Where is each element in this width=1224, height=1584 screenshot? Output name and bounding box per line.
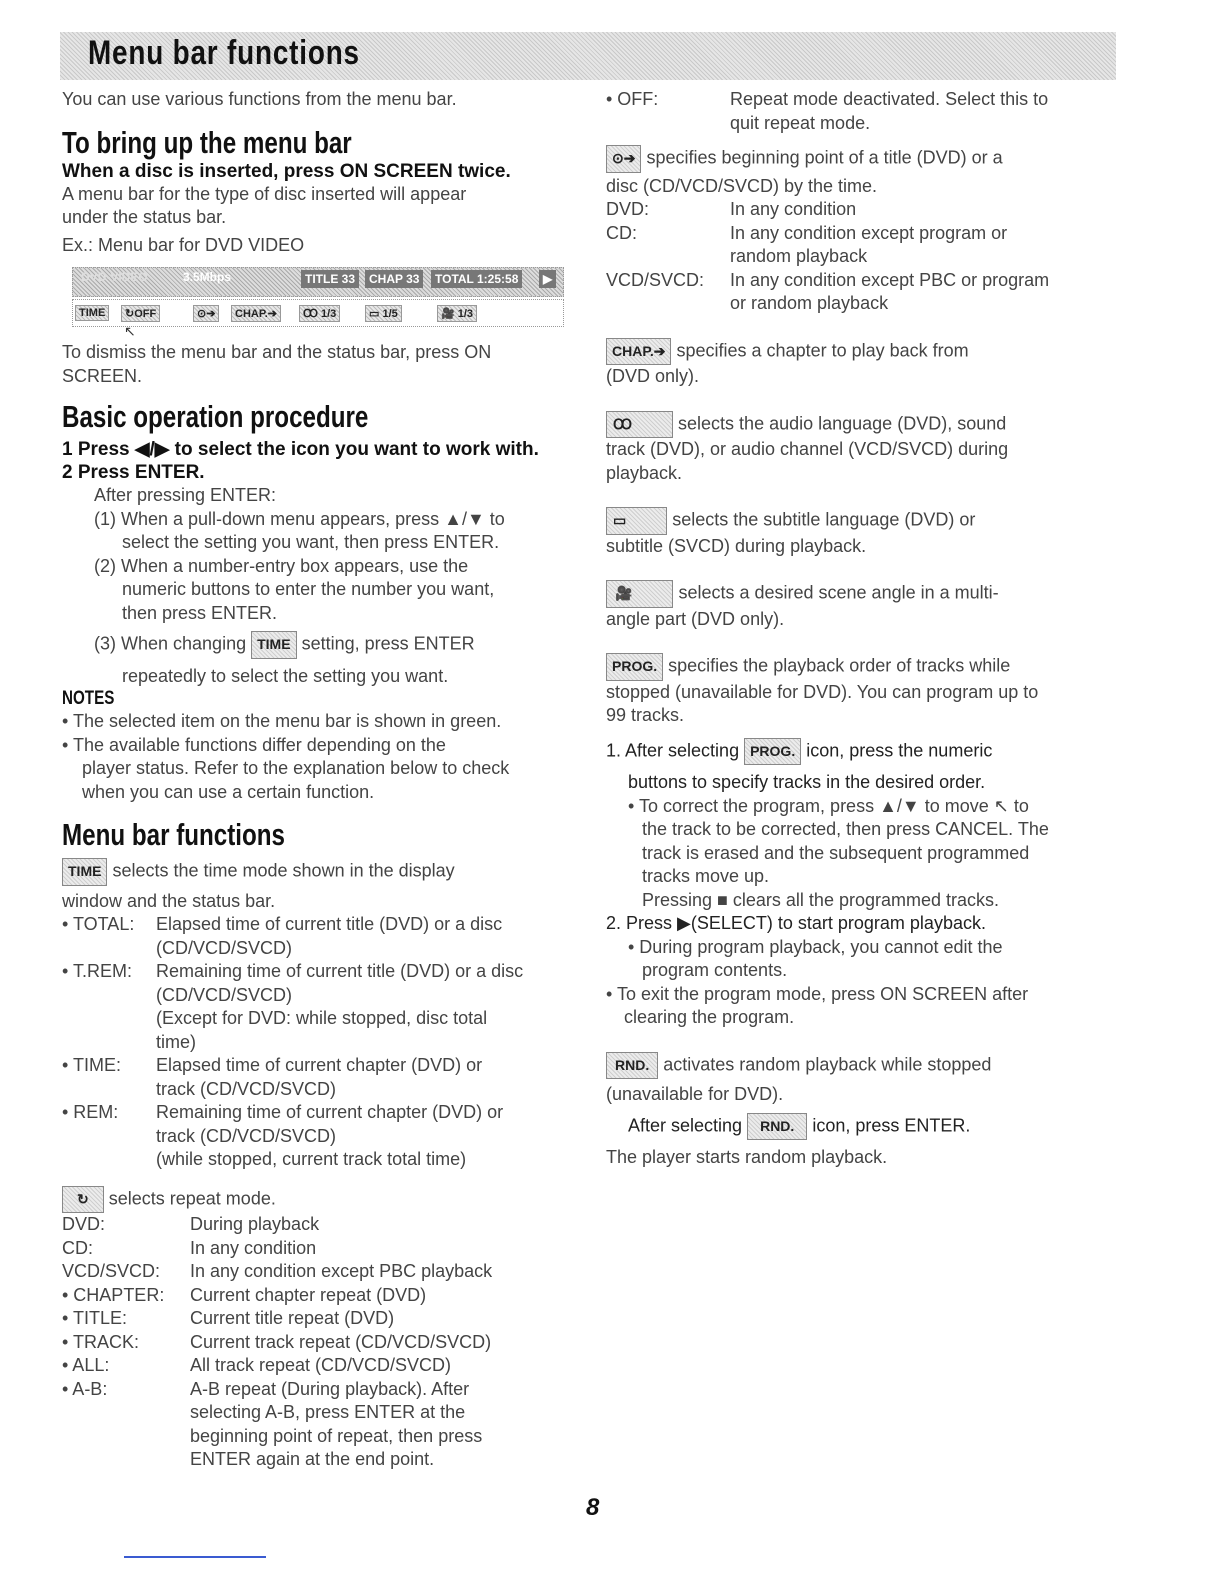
audio-desc-3: playback. bbox=[606, 462, 683, 483]
repeat-item bbox=[62, 1237, 584, 1261]
when-disc-text: When a disc is inserted, press ON SCREEN twice. bbox=[62, 160, 511, 182]
repeat-item-line: beginning point of repeat, then press bbox=[190, 1425, 483, 1446]
prog-step-2: 2. Press ▶(SELECT) to start program playback. bbox=[606, 913, 986, 933]
audio-line bbox=[606, 411, 1116, 439]
repeat-item bbox=[62, 1331, 584, 1355]
angle-desc-2: angle part (DVD only). bbox=[606, 608, 785, 629]
repeat-item-label: VCD/SVCD: bbox=[62, 1261, 161, 1281]
heading-menu-bar-functions: Menu bar functions bbox=[62, 817, 285, 852]
page-banner bbox=[60, 32, 1116, 80]
off-line-1: Repeat mode deactivated. Select this to bbox=[730, 89, 1049, 109]
prog-exit-1: • To exit the program mode, press ON SCREEN after bbox=[606, 983, 1029, 1004]
menu-appear-1: A menu bar for the type of disc inserted will appear bbox=[62, 183, 467, 204]
program-desc-3: 99 tracks. bbox=[606, 705, 685, 725]
time-item-line: time) bbox=[156, 1031, 196, 1052]
substep-2b: numeric buttons to enter the number you want, bbox=[122, 579, 495, 599]
chapter-icon: CHAP.➔ bbox=[606, 338, 671, 366]
repeat-item bbox=[62, 1260, 584, 1284]
status-disc-type: DVD-VIDEO bbox=[81, 270, 148, 284]
left-column bbox=[62, 88, 584, 1472]
time-item-line: Remaining time of current title (DVD) or a disc bbox=[156, 961, 524, 981]
time-search-desc-1: specifies beginning point of a title (DVD) or a bbox=[646, 147, 1003, 168]
repeat-desc: selects repeat mode. bbox=[108, 1188, 276, 1208]
audio-icon: Ꝏ bbox=[606, 411, 673, 439]
page-number: 8 bbox=[586, 1494, 600, 1521]
status-total: TOTAL 1:25:58 bbox=[431, 270, 522, 288]
time-item-label: • TOTAL: bbox=[62, 914, 135, 934]
menu-time[interactable]: TIME bbox=[75, 305, 109, 321]
repeat-items bbox=[62, 1213, 584, 1472]
ts-item-label: DVD: bbox=[606, 199, 650, 219]
menu-appear-2: under the status bar. bbox=[62, 207, 227, 227]
time-item-line: Remaining time of current chapter (DVD) or bbox=[156, 1102, 504, 1122]
repeat-desc-line bbox=[62, 1186, 584, 1214]
note-2c: when you can use a certain function. bbox=[82, 781, 375, 802]
substep-2a: (2) When a number-entry box appears, use the bbox=[94, 555, 469, 576]
substep-3a-text: (3) When changing bbox=[94, 633, 247, 654]
dismiss-2: SCREEN. bbox=[62, 365, 143, 386]
random-result: The player starts random playback. bbox=[606, 1147, 888, 1167]
time-item-total bbox=[62, 913, 584, 960]
off-label: • OFF: bbox=[606, 89, 659, 109]
time-item-line: (Except for DVD: while stopped, disc total bbox=[156, 1008, 488, 1028]
time-item-time bbox=[62, 1054, 584, 1101]
step-2: 2 Press ENTER. bbox=[62, 462, 205, 483]
chapter-desc-1: specifies a chapter to play back from bbox=[676, 340, 969, 360]
repeat-item-line: In any condition bbox=[190, 1237, 317, 1258]
status-title: TITLE 33 bbox=[301, 270, 359, 288]
time-item-line: Elapsed time of current title (DVD) or a disc bbox=[156, 914, 503, 934]
repeat-item-label: • A-B: bbox=[62, 1378, 108, 1399]
prog-step-2a2: program contents. bbox=[642, 960, 788, 980]
subtitle-desc-1: selects the subtitle language (DVD) or bbox=[672, 509, 976, 530]
time-item-trem bbox=[62, 960, 584, 1054]
repeat-item-label: • ALL: bbox=[62, 1355, 110, 1375]
chapter-line bbox=[606, 338, 1116, 366]
example-menu-bar bbox=[72, 267, 562, 337]
random-step-text-b: icon, press ENTER. bbox=[812, 1115, 971, 1135]
step-1: 1 Press ◀/▶ to select the icon you want to work with. bbox=[62, 439, 539, 460]
status-bitrate: 3.5Mbps bbox=[183, 270, 232, 284]
angle-icon: 🎥 bbox=[606, 580, 673, 608]
time-icon: TIME bbox=[62, 858, 107, 886]
note-2b: player status. Refer to the explanation below to check bbox=[82, 758, 510, 778]
subtitle-line bbox=[606, 507, 1116, 535]
dismiss-1: To dismiss the menu bar and the status bar, press ON bbox=[62, 342, 492, 362]
program-icon: PROG. bbox=[606, 653, 663, 681]
time-item-line: track (CD/VCD/SVCD) bbox=[156, 1125, 337, 1146]
audio-desc-1: selects the audio language (DVD), sound bbox=[678, 413, 1007, 433]
ts-item-line: In any condition except program or bbox=[730, 222, 1008, 243]
menu-chapter[interactable]: CHAP.➔ bbox=[231, 305, 281, 322]
substep-1a: (1) When a pull-down menu appears, press ▲/▼ to bbox=[94, 508, 505, 529]
ts-item-label: CD: bbox=[606, 222, 637, 243]
time-desc-2: window and the status bar. bbox=[62, 890, 276, 911]
subtitle-icon: ▭ bbox=[606, 507, 667, 535]
menu-repeat[interactable]: ↻OFF bbox=[121, 305, 160, 322]
heading-bring-up: To bring up the menu bar bbox=[62, 124, 352, 160]
prog-step-1c: buttons to specify tracks in the desired order. bbox=[628, 772, 986, 792]
time-item-label: • T.REM: bbox=[62, 961, 132, 981]
repeat-item bbox=[62, 1213, 584, 1237]
menu-bar bbox=[72, 299, 564, 327]
status-bar bbox=[72, 267, 564, 297]
substep-2c: then press ENTER. bbox=[122, 602, 278, 623]
repeat-icon: ↻ bbox=[62, 1186, 104, 1214]
prog-step-2a1: • During program playback, you cannot edit the bbox=[628, 936, 1003, 957]
repeat-item-line: During playback bbox=[190, 1214, 320, 1234]
repeat-item-label: • TITLE: bbox=[62, 1308, 127, 1328]
prog-step-1d1: • To correct the program, press ▲/▼ to move ↖ to bbox=[628, 795, 1029, 816]
time-item-line: (CD/VCD/SVCD) bbox=[156, 984, 293, 1005]
random-step-text: After selecting bbox=[628, 1115, 743, 1135]
bottom-rule bbox=[124, 1556, 266, 1558]
substep-3b-text: setting, press ENTER bbox=[301, 633, 475, 654]
repeat-item-label: • CHAPTER: bbox=[62, 1284, 165, 1305]
repeat-item-label: • TRACK: bbox=[62, 1331, 139, 1352]
repeat-item-line: Current chapter repeat (DVD) bbox=[190, 1284, 427, 1305]
time-item-label: • TIME: bbox=[62, 1055, 121, 1075]
program-desc-2: stopped (unavailable for DVD). You can program up to bbox=[606, 681, 1039, 702]
prog-step-1e: Pressing ■ clears all the programmed tracks. bbox=[642, 889, 1000, 910]
angle-line bbox=[606, 580, 1116, 608]
ts-item bbox=[606, 222, 1116, 269]
subtitle-desc-2: subtitle (SVCD) during playback. bbox=[606, 535, 867, 556]
menu-time-search[interactable]: ⊙➔ bbox=[193, 305, 219, 322]
repeat-item-line: Current track repeat (CD/VCD/SVCD) bbox=[190, 1331, 492, 1352]
after-pressing: After pressing ENTER: bbox=[94, 485, 277, 505]
prog-step-1d4: tracks move up. bbox=[642, 866, 770, 886]
repeat-item-line: ENTER again at the end point. bbox=[190, 1449, 435, 1469]
menu-angle[interactable]: 🎥 1/3 bbox=[437, 305, 477, 322]
menu-audio[interactable]: Ꝏ 1/3 bbox=[299, 305, 340, 322]
time-search-icon: ⊙➔ bbox=[606, 145, 641, 173]
substep-1b: select the setting you want, then press ENTER. bbox=[122, 532, 500, 552]
menu-subtitle[interactable]: ▭ 1/5 bbox=[365, 305, 402, 322]
ts-item bbox=[606, 198, 1116, 222]
repeat-off-item bbox=[606, 88, 1116, 135]
time-item-rem bbox=[62, 1101, 584, 1172]
repeat-item bbox=[62, 1284, 584, 1308]
prog-step-1 bbox=[606, 738, 1116, 766]
prog-exit-2: clearing the program. bbox=[624, 1007, 795, 1027]
prog-step-1d3: track is erased and the subsequent programmed bbox=[642, 842, 1030, 863]
repeat-item-line: In any condition except PBC playback bbox=[190, 1261, 493, 1281]
repeat-item bbox=[62, 1307, 584, 1331]
repeat-item-label: CD: bbox=[62, 1237, 93, 1258]
substep-3a bbox=[62, 631, 584, 659]
heading-basic-operation: Basic operation procedure bbox=[62, 399, 369, 434]
prog-step-1-text-b: icon, press the numeric bbox=[806, 740, 993, 760]
time-desc-1: selects the time mode shown in the display bbox=[112, 860, 455, 881]
note-2a: • The available functions differ depending on the bbox=[62, 734, 446, 755]
time-items bbox=[62, 913, 584, 1172]
banner-title: Menu bar functions bbox=[88, 34, 360, 72]
play-icon: ▶ bbox=[539, 270, 556, 288]
prog-step-1-text: 1. After selecting bbox=[606, 740, 740, 760]
note-1: • The selected item on the menu bar is shown in green. bbox=[62, 711, 502, 731]
prog-step-1d2: the track to be corrected, then press CANCEL. The bbox=[642, 819, 1049, 839]
time-search-line bbox=[606, 145, 1116, 173]
off-line-2: quit repeat mode. bbox=[730, 112, 871, 133]
program-desc-1: specifies the playback order of tracks while bbox=[668, 655, 1011, 676]
time-search-desc-2: disc (CD/VCD/SVCD) by the time. bbox=[606, 175, 878, 196]
substep-3c: repeatedly to select the setting you want. bbox=[122, 665, 449, 686]
notes-heading: NOTES bbox=[62, 688, 115, 709]
random-icon: RND. bbox=[606, 1052, 658, 1080]
ts-item bbox=[606, 269, 1116, 316]
status-chapter: CHAP 33 bbox=[365, 270, 423, 288]
time-item-label: • REM: bbox=[62, 1102, 119, 1122]
program-icon: PROG. bbox=[744, 738, 801, 766]
ts-item-line: or random playback bbox=[730, 293, 889, 313]
random-desc-2: (unavailable for DVD). bbox=[606, 1084, 784, 1104]
repeat-item bbox=[62, 1354, 584, 1378]
time-item-line: (while stopped, current track total time) bbox=[156, 1149, 467, 1169]
program-line bbox=[606, 653, 1116, 681]
cursor-icon: ↖ bbox=[124, 323, 136, 339]
ts-item-line: In any condition bbox=[730, 199, 857, 219]
time-item-line: Elapsed time of current chapter (DVD) or bbox=[156, 1055, 483, 1075]
time-item-line: track (CD/VCD/SVCD) bbox=[156, 1078, 337, 1099]
audio-desc-2: track (DVD), or audio channel (VCD/SVCD) during bbox=[606, 439, 1009, 459]
time-item-line: (CD/VCD/SVCD) bbox=[156, 937, 293, 958]
ts-item-label: VCD/SVCD: bbox=[606, 269, 705, 290]
angle-desc-1: selects a desired scene angle in a multi- bbox=[678, 582, 999, 603]
time-desc-line bbox=[62, 858, 584, 886]
intro-text: You can use various functions from the menu bar. bbox=[62, 89, 457, 109]
time-icon: TIME bbox=[251, 631, 296, 659]
repeat-item-line: A-B repeat (During playback). After bbox=[190, 1378, 470, 1399]
repeat-item bbox=[62, 1378, 584, 1472]
ts-item-line: random playback bbox=[730, 246, 868, 266]
random-desc-1: activates random playback while stopped bbox=[663, 1054, 992, 1074]
chapter-desc-2: (DVD only). bbox=[606, 366, 700, 386]
repeat-item-line: Current title repeat (DVD) bbox=[190, 1308, 395, 1328]
ts-item-line: In any condition except PBC or program bbox=[730, 269, 1050, 290]
example-caption: Ex.: Menu bar for DVD VIDEO bbox=[62, 234, 305, 255]
repeat-item-line: All track repeat (CD/VCD/SVCD) bbox=[190, 1355, 452, 1375]
repeat-item-label: DVD: bbox=[62, 1214, 106, 1234]
right-column bbox=[606, 88, 1116, 1170]
repeat-item-line: selecting A-B, press ENTER at the bbox=[190, 1402, 466, 1422]
random-step bbox=[606, 1113, 1116, 1141]
random-line bbox=[606, 1052, 1116, 1080]
random-icon: RND. bbox=[747, 1113, 807, 1141]
